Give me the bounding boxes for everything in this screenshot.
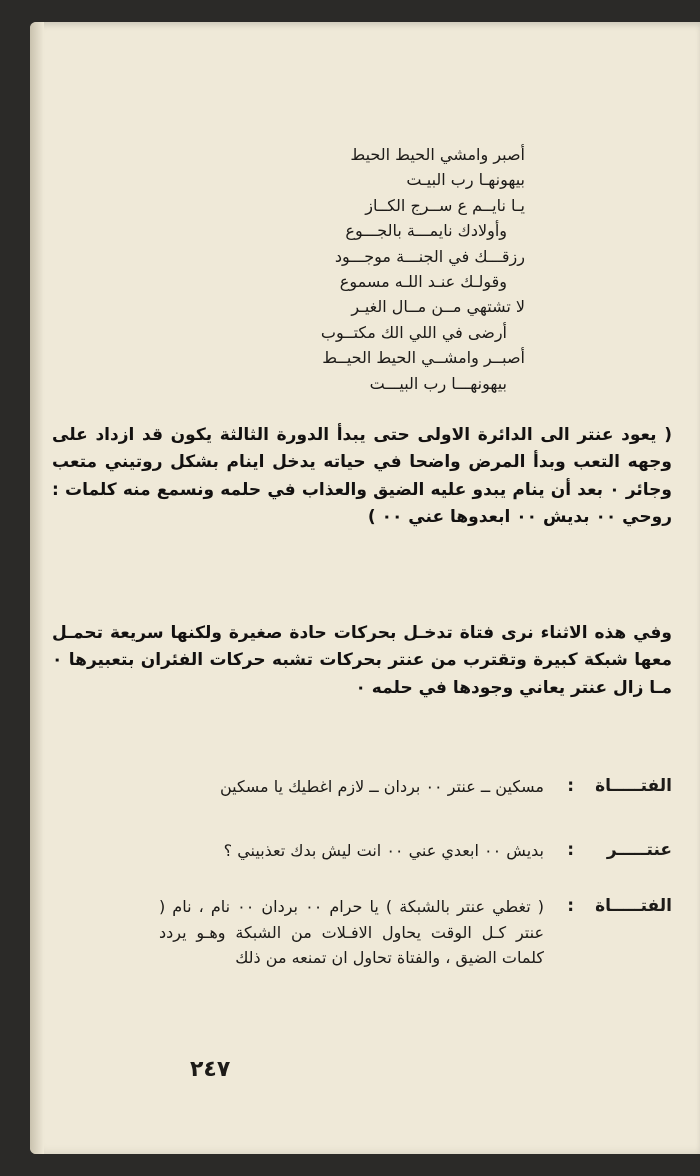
speaker-colon: :	[567, 776, 574, 796]
speech-text: مسكين ــ عنتر ٠٠ بردان ــ لازم اغطيك يا مسكين	[219, 777, 544, 796]
speaker-colon: :	[567, 840, 574, 860]
speaker-name: عنتـــــر	[606, 840, 672, 860]
dialogue-entry	[52, 838, 672, 894]
stage-direction: وفي هذه الاثناء نرى فتاة تدخـل بحركات حادة صغيرة ولكنها سريعة تحمـل معها شبكة كبيرة وتقترب من عنتر بحركات تشبه حركات الفئران بتعبيرها ٠ مـا زال عنتر يعاني وجودها في حلمه ٠	[52, 623, 672, 698]
poem-line: يـا نايــم ع ســرج الكــاز	[365, 195, 525, 215]
speech-text: بديش ٠٠ ابعدي عني ٠٠ انت ليش بدك تعذبيني ؟	[223, 841, 544, 860]
stage-direction: ( يعود عنتر الى الدائرة الاولى حتى يبدأ الدورة الثالثة يكون قد ازداد على وجهه التعب وبدأ المرض واضحا في حياته يدخل اينام بشكل روتيني متعب وجائر ٠ بعد أن ينام يبدو عليه الضيق والعذاب في حلمه ونسمع منه كلمات : روحي ٠٠ بديش ٠٠ ابعدوها عني ٠٠ )	[52, 425, 672, 527]
poem-line: رزقـــك في الجنـــة موجـــود	[334, 246, 525, 266]
page-number: ٢٤٧	[190, 1057, 231, 1082]
poem-line: لا تشتهي مــن مــال الغيـر	[351, 297, 525, 317]
book-page	[30, 22, 700, 1154]
poem-line: بيهونهـا رب البيـت	[406, 170, 525, 190]
poem-block	[125, 142, 525, 396]
dialogue-entry	[52, 894, 672, 1006]
speaker-name: الفتـــــاة	[595, 776, 672, 796]
dialogue-entry	[52, 774, 672, 830]
poem-line: وأولادك نايمـــة بالجـــوع	[345, 221, 507, 241]
speaker-name: الفتـــــاة	[595, 896, 672, 916]
speaker-colon: :	[567, 896, 574, 916]
poem-line: أصبر وامشي الحيط الحيط	[350, 145, 525, 164]
poem-line: أرضى في اللي الك مكتــوب	[320, 322, 507, 342]
poem-line: بيهونهـــا رب البيـــت	[369, 373, 507, 393]
speech-text: ( تغطي عنتر بالشبكة ) يا حرام ٠٠ بردان ٠٠ نام ، نام ( عنتر كـل الوقت يحاول الافـلات من الشبكة وهـو يردد كلمات الضيق ، والفتاة تحاول ان تمنعه من ذلك	[159, 897, 545, 967]
poem-line: أصبــر وامشــي الحيط الحيــط	[322, 348, 525, 368]
poem-line: وقولـك عنـد اللـه مسموع	[339, 272, 507, 292]
